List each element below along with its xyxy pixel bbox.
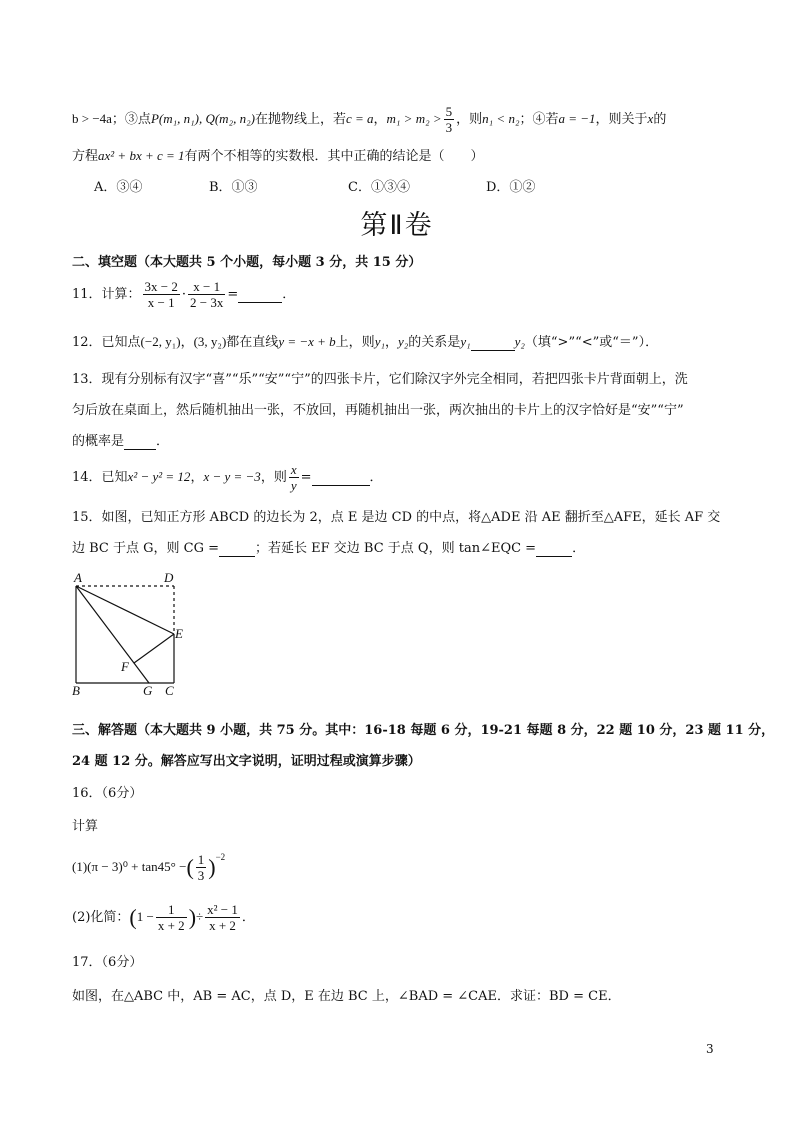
answer-blank[interactable] [471,335,515,351]
question-15-line-1: 15．如图，已知正方形 ABCD 的边长为 2，点 E 是边 CD 的中点，将△ADE 沿 AE 翻折至△AFE，延长 AF 交 [72,510,721,525]
option-d: D．①② [486,180,536,195]
segment-ae [76,586,174,634]
answer-blank[interactable] [219,541,255,557]
fill-in-header: 二、填空题（本大题共 5 个小题，每小题 3 分，共 15 分） [72,255,422,270]
page-number: 3 [706,1042,714,1056]
q10-line-1: b > −4a；③点P(m₁, n₁), Q(m₂, n₂)在抛物线上，若c = a，m₁ > m₂ > $\frac{5}{3}$ ，则n₁ < n₂；④若a = −1，则关于x的 [72,104,667,135]
label-g: G [143,683,153,698]
q11-fraction-2: $\frac{x - 1}{2 - 3x}$ [190,279,224,310]
label-d: D [164,570,174,585]
q16-fraction-third: $\frac{1}{3}$ [197,852,205,883]
q16-fraction-2: $\frac{\text{x² − 1}}{x + 2}$ [207,902,238,933]
question-13-line-1: 13．现有分别标有汉字“喜”“乐”“安”“宁”的四张卡片，它们除汉字外完全相同，若把四张卡片背面朝上，洗 [72,372,688,387]
segment-ag [76,586,149,683]
question-16-title: 16．（6分） [72,786,143,801]
q10-line-2: 方程ax² + bx + c = 1有两个不相等的实数根．其中正确的结论是（ ） [72,148,484,164]
question-12: 12．已知点(−2, y₁)，(3, y₂)都在直线y = −x + b上，则y₁，y₂的关系是y₁ y₂（填“>”“<”或“＝”）． [72,334,659,350]
question-11: 11．计算： $\frac{3x - 2}{x - 1}$ · $\frac{x - 1}{2 - 3x}$ = ． [72,279,296,310]
segment-fe [134,634,174,663]
option-c: C．①③④ [348,180,410,195]
option-a: A．③④ [94,180,143,195]
fraction-five-thirds: $\frac{5}{3}$ [445,104,453,135]
question-13-line-2: 匀后放在桌面上，然后随机抽出一张，不放回，再随机抽出一张，两次抽出的卡片上的汉字恰好是“安”“宁” [72,403,684,418]
question-17-text: 如图，在△ABC 中，AB = AC，点 D，E 在边 BC 上，∠BAD = ∠CAE．求证：BD = CE． [72,989,621,1004]
label-c: C [165,683,174,698]
question-14: 14．已知x² − y² = 12，x − y = −3，则 $\frac{x}{y}$ = ． [72,462,383,493]
label-f: F [121,659,129,674]
q11-fraction-1: $\frac{3x - 2}{x - 1}$ [144,279,178,310]
label-b: B [72,683,80,698]
question-16-part-1: (1)(π − 3)⁰ + tan45° −( $\frac{1}{3}$ )$^{-2}$ [72,852,226,883]
question-16-part-2: (2)化简：(1 − $\frac{1}{x + 2}$ )÷ $\frac{\text{x² − 1}}{x + 2}$ ． [72,902,255,933]
option-b: B．①③ [209,180,258,195]
q16-fraction-1: $\frac{1}{x + 2}$ [157,902,185,933]
question-17-title: 17．（6分） [72,955,143,970]
answer-blank[interactable] [312,470,370,486]
q14-fraction: $\frac{x}{y}$ [290,462,297,493]
question-15-line-2: 边 BC 于点 G，则 CG = ；若延长 EF 交边 BC 于点 Q，则 tan∠EQC = ． [72,541,586,556]
solve-header-line-2: 24 题 12 分。解答应写出文字说明，证明过程或演算步骤） [72,754,421,769]
question-13-line-3: 的概率是 ． [72,434,170,449]
answer-blank[interactable] [124,434,156,450]
label-e: E [175,626,183,641]
label-a: A [74,570,82,585]
square-fold-figure [64,568,204,700]
answer-blank[interactable] [238,287,282,303]
answer-blank[interactable] [536,541,572,557]
question-16-label: 计算 [72,819,99,834]
solve-header-line-1: 三、解答题（本大题共 9 小题，共 75 分。其中：16-18 每题 6 分，19-21 每题 8 分，22 题 10 分，23 题 11 分， [72,723,775,738]
section-title: 第Ⅱ卷 [360,210,434,241]
